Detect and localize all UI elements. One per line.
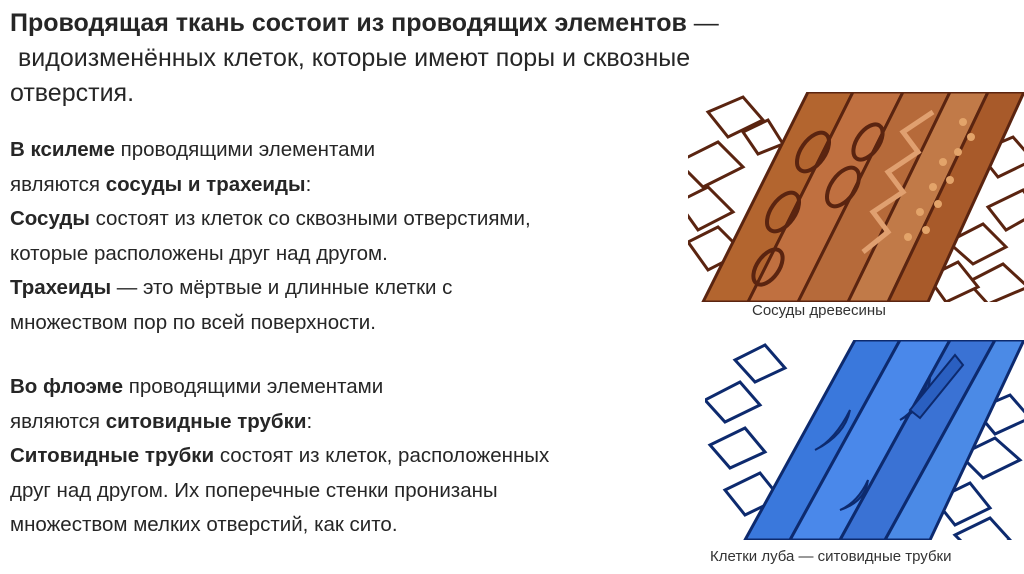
- xylem-term: В ксилеме: [10, 138, 115, 161]
- phloem-line-2-post: :: [306, 409, 313, 433]
- wood-caption: Сосуды древесины: [752, 302, 886, 319]
- xylem-line-4: которые расположены друг над другом.: [10, 241, 388, 265]
- title-bold: Проводящая ткань состоит из проводящих элементов: [10, 9, 687, 37]
- xylem-line-2-post: :: [305, 172, 312, 196]
- phloem-line-1: [10, 370, 700, 405]
- xylem-elements-term: сосуды и трахеиды: [105, 172, 306, 196]
- phloem-line-3: [10, 439, 700, 474]
- phloem-line-3-text: состоят из клеток, расположенных: [214, 444, 550, 467]
- vessels-term: Сосуды: [10, 207, 90, 230]
- sieve-tubes-illustration: [705, 340, 1024, 540]
- bast-caption: Клетки луба — ситовидные трубки: [710, 548, 952, 565]
- title-line-1: [10, 6, 910, 41]
- phloem-paragraph: [10, 370, 700, 543]
- phloem-line-4: друг над другом. Их поперечные стенки пронизаны: [10, 478, 498, 502]
- xylem-line-5: [10, 271, 700, 306]
- phloem-line-2-pre: являются: [10, 409, 106, 433]
- xylem-line-5-text: — это мёртвые и длинные клетки с: [111, 276, 453, 299]
- phloem-line-1-text: проводящими элементами: [123, 375, 384, 398]
- sieve-tubes-term: ситовидные трубки: [105, 409, 307, 433]
- phloem-term: Во флоэме: [10, 375, 124, 398]
- title-line-2: видоизменённых клеток, которые имеют поры и сквозные: [18, 44, 691, 72]
- sieve-tubes-term-2: Ситовидные трубки: [10, 444, 215, 467]
- wood-vessels-illustration: [688, 92, 1024, 302]
- xylem-line-6: множеством пор по всей поверхности.: [10, 310, 376, 334]
- xylem-line-1: [10, 133, 700, 168]
- xylem-line-2: [10, 168, 700, 203]
- xylem-line-2-pre: являются: [10, 172, 106, 196]
- title-line-3: отверстия.: [10, 79, 135, 107]
- phloem-line-2: [10, 405, 700, 440]
- title-dash: —: [686, 9, 719, 37]
- tracheids-term: Трахеиды: [10, 276, 112, 299]
- xylem-line-1-text: проводящими элементами: [114, 138, 376, 161]
- xylem-line-3: [10, 202, 700, 237]
- phloem-line-5: множеством мелких отверстий, как сито.: [10, 513, 398, 536]
- xylem-line-3-text: состоят из клеток со сквозными отверстиями,: [89, 207, 531, 230]
- xylem-paragraph: [10, 133, 700, 340]
